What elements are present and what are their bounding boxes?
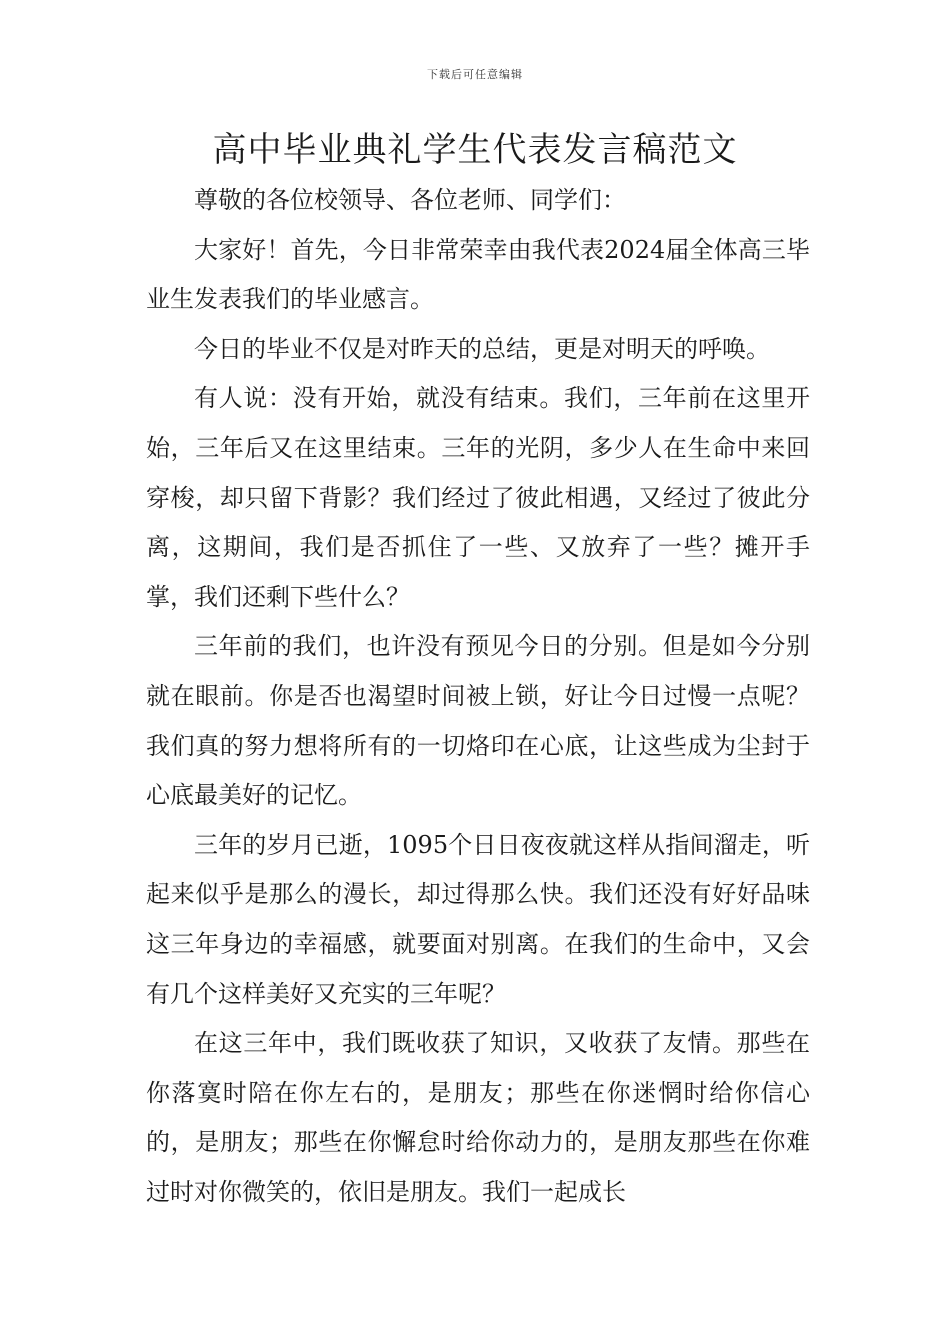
salutation-paragraph: 尊敬的各位校领导、各位老师、同学们： bbox=[194, 186, 626, 214]
body-paragraph: 大家好！首先，今日非常荣幸由我代表2024届全体高三毕业生发表我们的毕业感言。 bbox=[146, 235, 810, 314]
document-title: 高中毕业典礼学生代表发言稿范文 bbox=[212, 130, 738, 170]
body-paragraph: 三年的岁月已逝，1095个日日夜夜就这样从指间溜走，听起来似乎是那么的漫长，却过得那么快。我们还没有好好品味这三年身边的幸福感，就要面对别离。在我们的生命中，又会有几个这样美好又充实的三年呢？ bbox=[146, 830, 810, 1008]
body-paragraph: 三年前的我们，也许没有预见今日的分别。但是如今分别就在眼前。你是否也渴望时间被上锁，好让今日过慢一点呢？我们真的努力想将所有的一切烙印在心底，让这些成为尘封于心底最美好的记忆。 bbox=[146, 632, 810, 810]
body-paragraph: 在这三年中，我们既收获了知识，又收获了友情。那些在你落寞时陪在你左右的，是朋友；那些在你迷惘时给你信心的，是朋友；那些在你懈怠时给你动力的，是朋友那些在你难过时对你微笑的，依旧是朋友。我们一起成长 bbox=[146, 1029, 810, 1206]
body-paragraph: 今日的毕业不仅是对昨天的总结，更是对明天的呼唤。 bbox=[194, 334, 770, 363]
body-paragraph: 有人说：没有开始，就没有结束。我们，三年前在这里开始，三年后又在这里结束。三年的光阴，多少人在生命中来回穿梭，却只留下背影？我们经过了彼此相遇，又经过了彼此分离，这期间，我们是否抓住了一些、又放弃了一些？摊开手掌，我们还剩下些什么？ bbox=[146, 384, 810, 611]
header-note: 下载后可任意编辑 bbox=[427, 68, 523, 81]
document-body bbox=[146, 176, 810, 1217]
